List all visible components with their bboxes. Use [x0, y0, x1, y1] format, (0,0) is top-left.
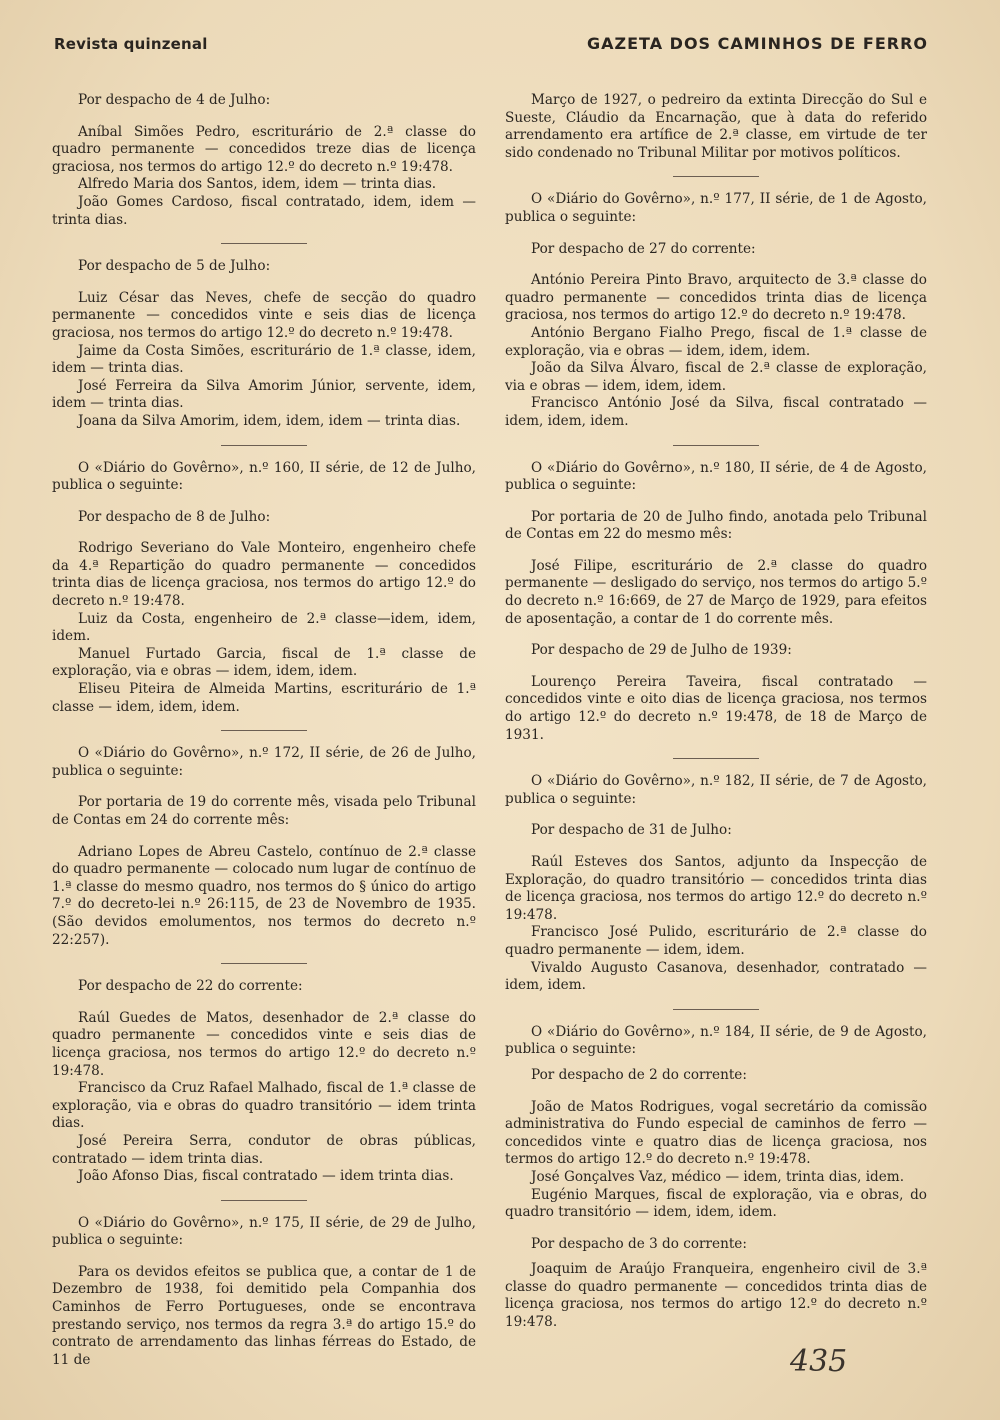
section-divider: [221, 445, 307, 446]
paragraph: João Afonso Dias, fiscal contratado — idem trinta dias.: [78, 1168, 454, 1185]
paragraph: Joaquim de Araújo Franqueira, engenheiro civil de 3.ª classe do quadro permanente — concedidos trinta dias de licença graciosa, nos termos do artigo 12.º do decreto n.º 19:478.: [505, 1261, 927, 1331]
section-heading: Por despacho de 2 do corrente:: [531, 1066, 747, 1083]
section-divider: [673, 758, 759, 759]
section-divider: [221, 730, 307, 731]
paragraph: Francisco José Pulido, escriturário de 2.ª classe do quadro permanente — idem, idem.: [505, 924, 927, 958]
section-divider: [673, 176, 759, 177]
paragraph: João de Matos Rodrigues, vogal secretário da comissão administrativa do Fundo especial de caminhos de ferro — concedidos vinte e quatro dias de licença graciosa, nos termos do artigo 12.º do decreto n.º 19:478.: [505, 1098, 927, 1168]
paragraph: Vivaldo Augusto Casanova, desenhador, contratado — idem, idem.: [505, 959, 927, 994]
section-heading: Por despacho de 29 de Julho de 1939:: [531, 642, 792, 659]
paragraph: José Pereira Serra, condutor de obras públicas, contratado — idem trinta dias.: [52, 1132, 476, 1167]
section-heading: Por despacho de 8 de Julho:: [78, 508, 271, 525]
paragraph: Raúl Esteves dos Santos, adjunto da Inspecção de Exploração, do quadro transitório — concedidos trinta dias de licença graciosa, nos termos do artigo 12.º do decreto n.º 19:478.: [505, 854, 927, 923]
gazette-notice: O «Diário do Govêrno», n.º 180, II série, de 4 de Agosto, publica o seguinte:: [505, 459, 927, 494]
paragraph: António Pereira Pinto Bravo, arquitecto de 3.ª classe do quadro permanente — concedidos trinta dias de licença graciosa, nos termos do artigo 12.º do decreto n.º 19:478.: [505, 272, 927, 324]
section-heading: Por portaria de 19 do corrente mês, visada pelo Tribunal de Contas em 24 do corrente mês:: [52, 794, 476, 828]
paragraph: Aníbal Simões Pedro, escriturário de 2.ª classe do quadro permanente — concedidos treze dias de licença graciosa, nos termos do artigo 12.º do decreto n.º 19:478.: [52, 123, 476, 175]
paragraph: Adriano Lopes de Abreu Castelo, contínuo de 2.ª classe do quadro permanente — colocado num lugar de contínuo de 1.ª classe do mesmo quadro, nos termos do § único do artigo 7.º do decreto-lei n.º 26:115, de 23 de Novembro de 1935. (São devidos emolumentos, nos termos do decreto n.º 22:257).: [52, 843, 476, 948]
paragraph: Luiz da Costa, engenheiro de 2.ª classe—idem, idem, idem.: [52, 610, 476, 645]
gazette-notice: O «Diário do Govêrno», n.º 177, II série, de 1 de Agosto, publica o seguinte:: [505, 191, 927, 225]
gazette-notice: O «Diário do Govêrno», n.º 160, II série, de 12 de Julho, publica o seguinte:: [52, 459, 476, 494]
section-heading: Por despacho de 22 do corrente:: [78, 978, 303, 995]
paragraph: António Bergano Fialho Prego, fiscal de 1.ª classe de exploração, via e obras — idem, idem, idem.: [505, 324, 927, 359]
paragraph: João da Silva Álvaro, fiscal de 2.ª classe de exploração, via e obras — idem, idem, idem.: [505, 360, 927, 394]
running-head-left: Revista quinzenal: [54, 35, 208, 53]
paragraph: Março de 1927, o pedreiro da extinta Direcção do Sul e Sueste, Cláudio da Encarnação, que à data do referido arrendamento era artífice de 2.ª classe, em virtude de ter sido condenado no Tribunal Militar por motivos políticos.: [505, 92, 927, 161]
paragraph: Joana da Silva Amorim, idem, idem, idem — trinta dias.: [78, 412, 461, 429]
right-column: [505, 92, 927, 1332]
gazette-notice: O «Diário do Govêrno», n.º 175, II série, de 29 de Julho, publica o seguinte:: [52, 1214, 476, 1249]
section-heading: Por despacho de 27 do corrente:: [531, 240, 756, 257]
section-heading: Por despacho de 4 de Julho:: [78, 92, 271, 108]
left-column: [52, 92, 476, 1369]
paragraph: Jaime da Costa Simões, escriturário de 1.ª classe, idem, idem — trinta dias.: [52, 342, 476, 377]
section-heading: Por portaria de 20 de Julho findo, anotada pelo Tribunal de Contas em 22 do mesmo mês:: [505, 508, 927, 543]
gazette-notice: O «Diário do Govêrno», n.º 172, II série, de 26 de Julho, publica o seguinte:: [52, 745, 476, 779]
page-number: 435: [790, 1344, 848, 1379]
paragraph: Francisco da Cruz Rafael Malhado, fiscal de 1.ª classe de exploração, via e obras do quadro transitório — idem trinta dias.: [52, 1080, 476, 1132]
section-heading: Por despacho de 5 de Julho:: [78, 258, 271, 275]
paragraph: Rodrigo Severiano do Vale Monteiro, engenheiro chefe da 4.ª Repartição do quadro permanente — concedidos trinta dias de licença graciosa, nos termos do artigo 12.º do decreto n.º 19:478.: [52, 540, 476, 610]
section-divider: [673, 445, 759, 446]
paragraph: Alfredo Maria dos Santos, idem, idem — trinta dias.: [78, 176, 437, 193]
paragraph: José Gonçalves Vaz, médico — idem, trinta dias, idem.: [531, 1168, 905, 1185]
paragraph: Eugénio Marques, fiscal de exploração, via e obras, do quadro transitório — idem, idem, idem.: [505, 1186, 927, 1221]
section-heading: Por despacho de 3 do corrente:: [531, 1235, 747, 1252]
section-divider: [221, 963, 307, 964]
running-head-right: GAZETA DOS CAMINHOS DE FERRO: [586, 34, 928, 53]
section-heading: Por despacho de 31 de Julho:: [531, 822, 732, 839]
section-divider: [673, 1009, 759, 1010]
gazette-notice: O «Diário do Govêrno», n.º 184, II série, de 9 de Agosto, publica o seguinte:: [505, 1023, 927, 1058]
section-divider: [221, 1200, 307, 1201]
paragraph: Luiz César das Neves, chefe de secção do quadro permanente — concedidos vinte e seis dias de licença graciosa, nos termos do artigo 12.º do decreto n.º 19:478.: [52, 289, 476, 341]
paragraph: Lourenço Pereira Taveira, fiscal contratado — concedidos vinte e oito dias de licença graciosa, nos termos do artigo 12.º do decreto n.º 19:478, de 18 de Março de 1931.: [505, 673, 927, 743]
paragraph: José Ferreira da Silva Amorim Júnior, servente, idem, idem — trinta dias.: [52, 377, 476, 412]
paragraph: Para os devidos efeitos se publica que, a contar de 1 de Dezembro de 1938, foi demitido pela Companhia dos Caminhos de Ferro Portugueses, onde se encontrava prestando serviço, nos termos da regra 3.ª do artigo 15.º do contrato de arrendamento das linhas férreas do Estado, de 11 de: [52, 1263, 476, 1368]
gazette-notice: O «Diário do Govêrno», n.º 182, II série, de 7 de Agosto, publica o seguinte:: [505, 773, 927, 807]
paragraph: Manuel Furtado Garcia, fiscal de 1.ª classe de exploração, via e obras — idem, idem, idem.: [52, 645, 476, 680]
paragraph: Raúl Guedes de Matos, desenhador de 2.ª classe do quadro permanente — concedidos vinte e seis dias de licença graciosa, nos termos do artigo 12.º do decreto n.º 19:478.: [52, 1009, 476, 1079]
paragraph: Eliseu Piteira de Almeida Martins, escriturário de 1.ª classe — idem, idem, idem.: [52, 681, 476, 715]
paragraph: José Filipe, escriturário de 2.ª classe do quadro permanente — desligado do serviço, nos termos do artigo 5.º do decreto n.º 16:669, de 27 de Março de 1929, para efeitos de aposentação, a contar de 1 do corrente mês.: [505, 557, 927, 627]
section-divider: [221, 243, 307, 244]
paragraph: Francisco António José da Silva, fiscal contratado — idem, idem, idem.: [505, 395, 927, 429]
paragraph: João Gomes Cardoso, fiscal contratado, idem, idem — trinta dias.: [52, 193, 476, 228]
